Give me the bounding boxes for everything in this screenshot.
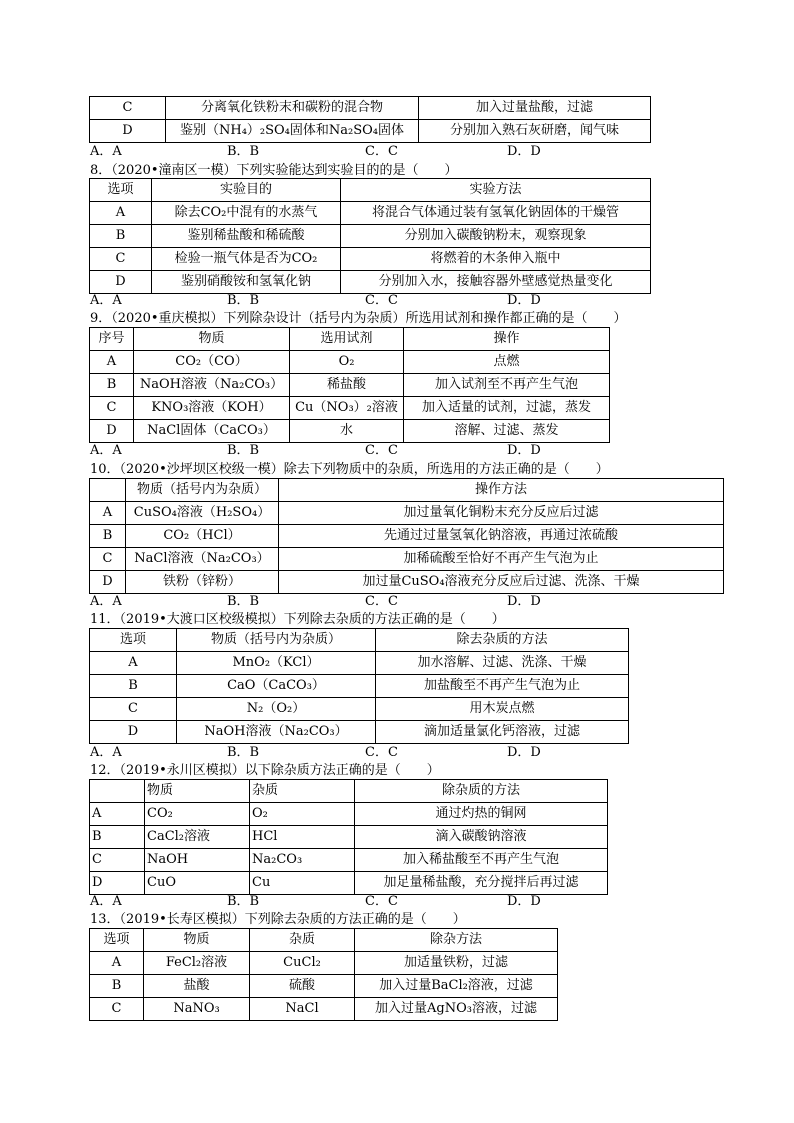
table-cell: NaNO₃ [144, 998, 250, 1021]
table-cell: 加过量CuSO₄溶液充分反应后过滤、洗涤、干燥 [279, 571, 724, 594]
table-cell: 加适量铁粉，过滤 [355, 952, 558, 975]
table-cell: 先通过过量氢氧化钠溶液，再通过浓硫酸 [279, 525, 724, 548]
table-cell: A [90, 202, 152, 225]
table-cell: NaOH溶液（Na₂CO₃） [177, 721, 376, 744]
table-cell: 除杂方法 [355, 929, 558, 952]
table-row [90, 328, 610, 351]
table-cell [90, 780, 145, 803]
q11-stem: 11．（2019•大渡口区校级模拟）下列除去杂质的方法正确的是（ ） [90, 612, 505, 627]
table-row [90, 872, 608, 895]
table-cell: FeCl₂溶液 [144, 952, 250, 975]
table-cell: 操作 [404, 328, 610, 351]
table-cell: 点燃 [404, 351, 610, 374]
table-cell: 选项 [90, 929, 144, 952]
table-cell: 鉴别硝酸铵和氢氧化钠 [152, 271, 341, 294]
table-cell: 加足量稀盐酸，充分搅拌后再过滤 [355, 872, 608, 895]
table-cell: A [90, 351, 134, 374]
answer-option: D．D [507, 894, 541, 909]
q10-table [89, 478, 724, 594]
table-row [90, 374, 610, 397]
q11-table-block [89, 628, 629, 744]
table-row [90, 271, 651, 294]
table-row [90, 248, 651, 271]
q11-table [89, 628, 629, 744]
table-row [90, 929, 558, 952]
table-cell: 序号 [90, 328, 134, 351]
q13-table-block [89, 928, 558, 1021]
table-cell: A [90, 652, 177, 675]
table-cell: 物质 [134, 328, 290, 351]
q8-options [90, 293, 650, 309]
table-row [90, 548, 724, 571]
table-cell: B [90, 525, 126, 548]
table-cell: MnO₂（KCl） [177, 652, 376, 675]
table-cell: 盐酸 [144, 975, 250, 998]
table-cell: B [90, 675, 177, 698]
table-cell: CuCl₂ [250, 952, 355, 975]
table-cell: 加入试剂至不再产生气泡 [404, 374, 610, 397]
table-cell: D [90, 571, 126, 594]
table-cell: CuO [145, 872, 250, 895]
answer-option: C．C [365, 745, 398, 760]
table-cell: 溶解、过滤、蒸发 [404, 420, 610, 443]
table-cell: 加过量氧化铜粉末充分反应后过滤 [279, 502, 724, 525]
table-cell: 分离氧化铁粉末和碳粉的混合物 [166, 97, 419, 120]
q9-stem: 9．（2020•重庆模拟）下列除杂设计（括号内为杂质）所选用试剂和操作都正确的是（ ） [90, 311, 627, 326]
q13-table [89, 928, 558, 1021]
table-cell: A [90, 952, 144, 975]
table-row [90, 525, 724, 548]
q13-stem: 13．（2019•长寿区模拟）下列除去杂质的方法正确的是（ ） [90, 912, 466, 927]
answer-option: D．D [507, 293, 541, 308]
table-row [90, 202, 651, 225]
answer-option: D．D [507, 594, 541, 609]
table-cell: CO₂（HCl） [126, 525, 279, 548]
table-cell: C [90, 998, 144, 1021]
table-row [90, 803, 608, 826]
table-cell: KNO₃溶液（KOH） [134, 397, 290, 420]
table-cell: 选项 [90, 629, 177, 652]
table-cell: 加稀硫酸至恰好不再产生气泡为止 [279, 548, 724, 571]
table-cell: O₂ [250, 803, 355, 826]
table-row [90, 97, 651, 120]
q10-table-block [89, 478, 724, 594]
answer-option: A．A [90, 594, 122, 609]
table-cell: 鉴别（NH₄）₂SO₄固体和Na₂SO₄固体 [166, 120, 419, 143]
table-cell: CO₂（CO） [134, 351, 290, 374]
table-cell: 杂质 [250, 780, 355, 803]
q9-options [90, 443, 650, 459]
table-cell: 分别加入水，接触容器外壁感觉热量变化 [341, 271, 651, 294]
answer-option: B．B [227, 894, 260, 909]
table-cell: 加入稀盐酸至不再产生气泡 [355, 849, 608, 872]
q9-table [89, 327, 610, 443]
table-cell: D [90, 120, 166, 143]
table-cell: 选项 [90, 179, 152, 202]
q7-table-block [89, 96, 651, 143]
table-row [90, 721, 629, 744]
table-cell: 加盐酸至不再产生气泡为止 [376, 675, 629, 698]
table-cell: C [90, 97, 166, 120]
q8-table-block [89, 178, 651, 294]
table-cell [90, 479, 126, 502]
q7-table [89, 96, 651, 143]
q12-table-block [89, 779, 608, 895]
answer-option: C．C [365, 443, 398, 458]
table-cell: 铁粉（锌粉） [126, 571, 279, 594]
table-cell: CuSO₄溶液（H₂SO₄） [126, 502, 279, 525]
answer-option: D．D [507, 443, 541, 458]
table-cell: CaCl₂溶液 [145, 826, 250, 849]
q10-stem: 10．（2020•沙坪坝区校级一模）除去下列物质中的杂质，所选用的方法正确的是（ ） [90, 462, 609, 477]
table-cell: D [90, 420, 134, 443]
answer-option: D．D [507, 745, 541, 760]
table-row [90, 351, 610, 374]
answer-option: C．C [365, 594, 398, 609]
table-cell: D [90, 872, 145, 895]
q12-table [89, 779, 608, 895]
table-row [90, 975, 558, 998]
table-cell: 物质（括号内为杂质） [126, 479, 279, 502]
answer-option: B．B [227, 293, 260, 308]
table-cell: Cu（NO₃）₂溶液 [290, 397, 404, 420]
table-row [90, 502, 724, 525]
q10-options [90, 594, 650, 610]
answer-option: A．A [90, 144, 122, 159]
table-cell: B [90, 826, 145, 849]
q12-options [90, 894, 650, 910]
table-cell: CO₂ [145, 803, 250, 826]
table-cell: NaCl溶液（Na₂CO₃） [126, 548, 279, 571]
q9-table-block [89, 327, 610, 443]
table-cell: 除去CO₂中混有的水蒸气 [152, 202, 341, 225]
table-cell: C [90, 849, 145, 872]
answer-option: B．B [227, 745, 260, 760]
table-row [90, 397, 610, 420]
table-cell: 除杂质的方法 [355, 780, 608, 803]
table-cell: 将燃着的木条伸入瓶中 [341, 248, 651, 271]
table-cell: 加水溶解、过滤、洗涤、干燥 [376, 652, 629, 675]
table-cell: 分别加入碳酸钠粉末，观察现象 [341, 225, 651, 248]
table-cell: 物质 [145, 780, 250, 803]
table-cell: B [90, 374, 134, 397]
table-cell: NaOH [145, 849, 250, 872]
table-cell: NaCl [250, 998, 355, 1021]
answer-option: B．B [227, 594, 260, 609]
table-cell: C [90, 698, 177, 721]
table-cell: C [90, 548, 126, 571]
table-cell: 将混合气体通过装有氢氧化钠固体的干燥管 [341, 202, 651, 225]
answer-option: A．A [90, 894, 122, 909]
table-cell: B [90, 225, 152, 248]
table-cell: 分别加入熟石灰研磨，闻气味 [419, 120, 651, 143]
table-cell: 硫酸 [250, 975, 355, 998]
table-row [90, 120, 651, 143]
table-cell: Cu [250, 872, 355, 895]
table-cell: 滴加适量氯化钙溶液，过滤 [376, 721, 629, 744]
table-row [90, 826, 608, 849]
table-cell: 加入过量BaCl₂溶液，过滤 [355, 975, 558, 998]
table-cell: 通过灼热的铜网 [355, 803, 608, 826]
table-cell: 加入适量的试剂，过滤，蒸发 [404, 397, 610, 420]
table-cell: 用木炭点燃 [376, 698, 629, 721]
q8-stem: 8．（2020•潼南区一模）下列实验能达到实验目的的是（ ） [90, 163, 458, 178]
q7-options [90, 144, 650, 160]
table-cell: NaCl固体（CaCO₃） [134, 420, 290, 443]
table-row [90, 849, 608, 872]
table-cell: 除去杂质的方法 [376, 629, 629, 652]
q12-stem: 12．（2019•永川区模拟）以下除杂质方法正确的是（ ） [90, 763, 440, 778]
table-cell: 实验目的 [152, 179, 341, 202]
table-cell: Na₂CO₃ [250, 849, 355, 872]
table-cell: A [90, 803, 145, 826]
table-cell: 实验方法 [341, 179, 651, 202]
table-cell: 加入过量盐酸，过滤 [419, 97, 651, 120]
answer-option: D．D [507, 144, 541, 159]
table-row [90, 652, 629, 675]
table-cell: 物质 [144, 929, 250, 952]
answer-option: A．A [90, 293, 122, 308]
answer-option: A．A [90, 745, 122, 760]
answer-option: C．C [365, 144, 398, 159]
table-cell: 检验一瓶气体是否为CO₂ [152, 248, 341, 271]
table-cell: CaO（CaCO₃） [177, 675, 376, 698]
q8-table [89, 178, 651, 294]
table-cell: 水 [290, 420, 404, 443]
table-row [90, 998, 558, 1021]
table-cell: N₂（O₂） [177, 698, 376, 721]
table-cell: B [90, 975, 144, 998]
table-cell: 操作方法 [279, 479, 724, 502]
table-cell: O₂ [290, 351, 404, 374]
table-cell: 物质（括号内为杂质） [177, 629, 376, 652]
table-cell: D [90, 271, 152, 294]
table-row [90, 179, 651, 202]
table-cell: A [90, 502, 126, 525]
answer-option: C．C [365, 293, 398, 308]
answer-option: C．C [365, 894, 398, 909]
table-cell: C [90, 397, 134, 420]
table-cell: 稀盐酸 [290, 374, 404, 397]
table-cell: D [90, 721, 177, 744]
table-row [90, 629, 629, 652]
answer-option: B．B [227, 144, 260, 159]
table-row [90, 698, 629, 721]
table-cell: HCl [250, 826, 355, 849]
table-row [90, 571, 724, 594]
answer-option: A．A [90, 443, 122, 458]
table-cell: 鉴别稀盐酸和稀硫酸 [152, 225, 341, 248]
table-cell: 杂质 [250, 929, 355, 952]
table-row [90, 420, 610, 443]
table-cell: C [90, 248, 152, 271]
table-row [90, 952, 558, 975]
table-row [90, 479, 724, 502]
answer-option: B．B [227, 443, 260, 458]
table-cell: NaOH溶液（Na₂CO₃） [134, 374, 290, 397]
table-row [90, 675, 629, 698]
table-cell: 加入过量AgNO₃溶液，过滤 [355, 998, 558, 1021]
table-cell: 选用试剂 [290, 328, 404, 351]
table-cell: 滴入碳酸钠溶液 [355, 826, 608, 849]
table-row [90, 780, 608, 803]
table-row [90, 225, 651, 248]
q11-options [90, 745, 650, 761]
